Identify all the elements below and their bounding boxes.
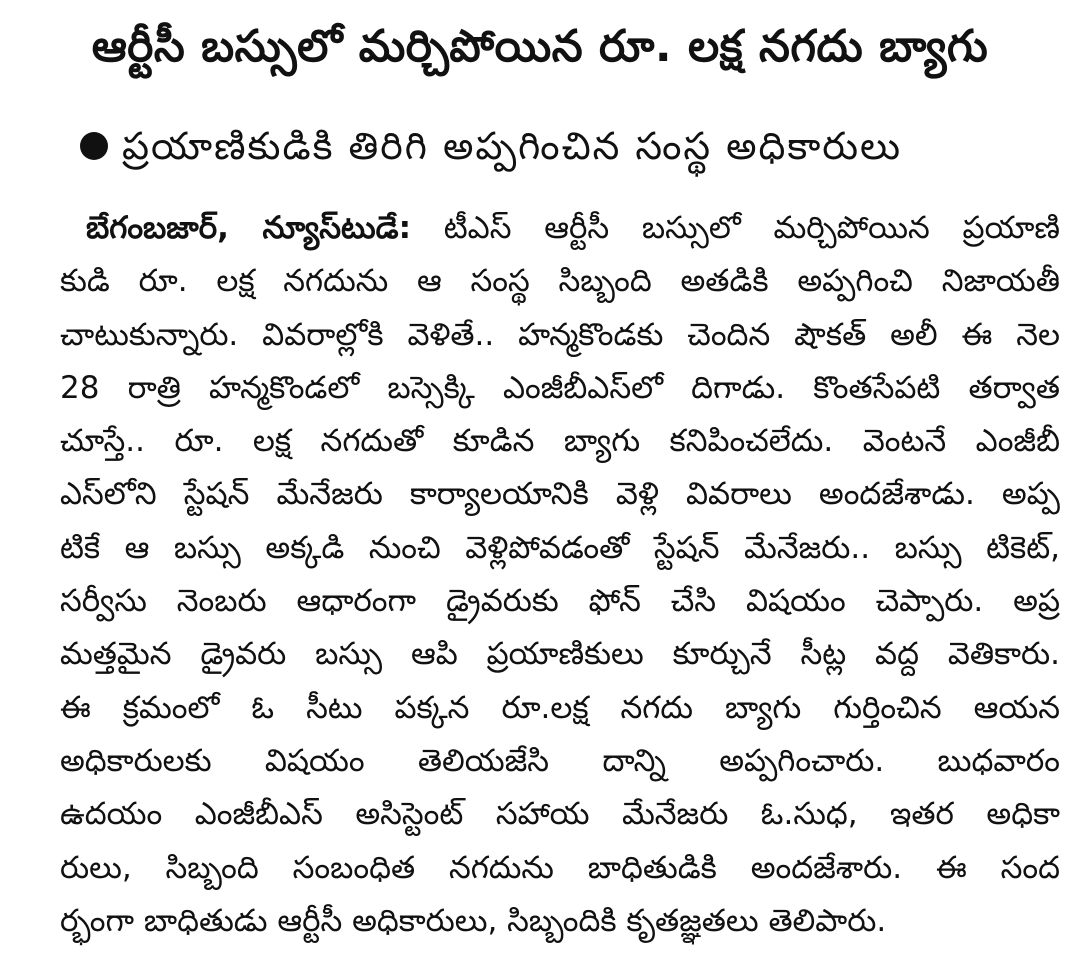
article-line: చాటుకున్నారు. వివరాల్లోకి వెళితే.. హన్మకొండకు చెందిన షౌకత్ అలీ ఈ నెల [60,316,1060,353]
article-line: మత్తమైన డ్రైవరు బస్సు ఆపి ప్రయాణికులు కూర్చునే సీట్ల వద్ద వెతికారు. [60,636,1060,673]
article-line: అధికారులకు విషయం తెలియజేసి దాన్ని అప్పగించారు. బుధవారం [60,742,1060,779]
article-line: టికే ఆ బస్సు అక్కడి నుంచి వెళ్లిపోవడంతో స్టేషన్ మేనేజరు.. బస్సు టికెట్, [60,529,1060,566]
article-line: ఈ క్రమంలో ఓ సీటు పక్కన రూ.లక్ష నగదు బ్యాగు గుర్తించిన ఆయన [60,689,1060,726]
article-line: రులు, సిబ్బంది సంబంధిత నగదును బాధితుడికి అందజేశారు. ఈ సంద [60,849,1060,886]
article-line-text: టీఎస్ ఆర్టీసీ బస్సులో మర్చిపోయిన ప్రయాణి [411,210,1061,246]
article-line: 28 రాత్రి హన్మకొండలో బస్సెక్కి ఎంజీబీఎస్‌లో దిగాడు. కొంతసేపటి తర్వాత [60,369,1060,406]
article-line: కుడి రూ. లక్ష నగదును ఆ సంస్థ సిబ్బంది అతడికి అప్పగించి నిజాయతీ [60,263,1060,300]
subheadline-row [80,118,902,174]
headline: ఆర్టీసీ బస్సులో మర్చిపోయిన రూ. లక్ష నగదు బ్యాగు [91,21,989,72]
article-line: చూస్తే.. రూ. లక్ష నగదుతో కూడిన బ్యాగు కనిపించలేదు. వెంటనే ఎంజీబీ [60,423,1060,460]
subheadline: ప్రయాణికుడికి తిరిగి అప్పగించిన సంస్థ అధికారులు [122,124,903,168]
bullet-icon [80,132,108,160]
dateline: బేగంబజార్, న్యూస్‌టుడే: [86,210,411,246]
article-line: ఉదయం ఎంజీబీఎస్ అసిస్టెంట్ సహాయ మేనేజరు ఓ.సుధ, ఇతర అధికా [60,796,1060,833]
article-line: ఎస్‌లోని స్టేషన్ మేనేజరు కార్యాలయానికి వెళ్లి వివరాలు అందజేశాడు. అప్ప [60,476,1060,513]
article-line: ర్భంగా బాధితుడు ఆర్టీసీ అధికారులు, సిబ్బందికి కృతజ్ఞతలు తెలిపారు. [60,902,887,939]
article-line: సర్వీసు నెంబరు ఆధారంగా డ్రైవరుకు ఫోన్ చేసి విషయం చెప్పారు. అప్ర [60,583,1060,620]
article-line [86,202,1060,255]
article-body [60,202,1060,948]
